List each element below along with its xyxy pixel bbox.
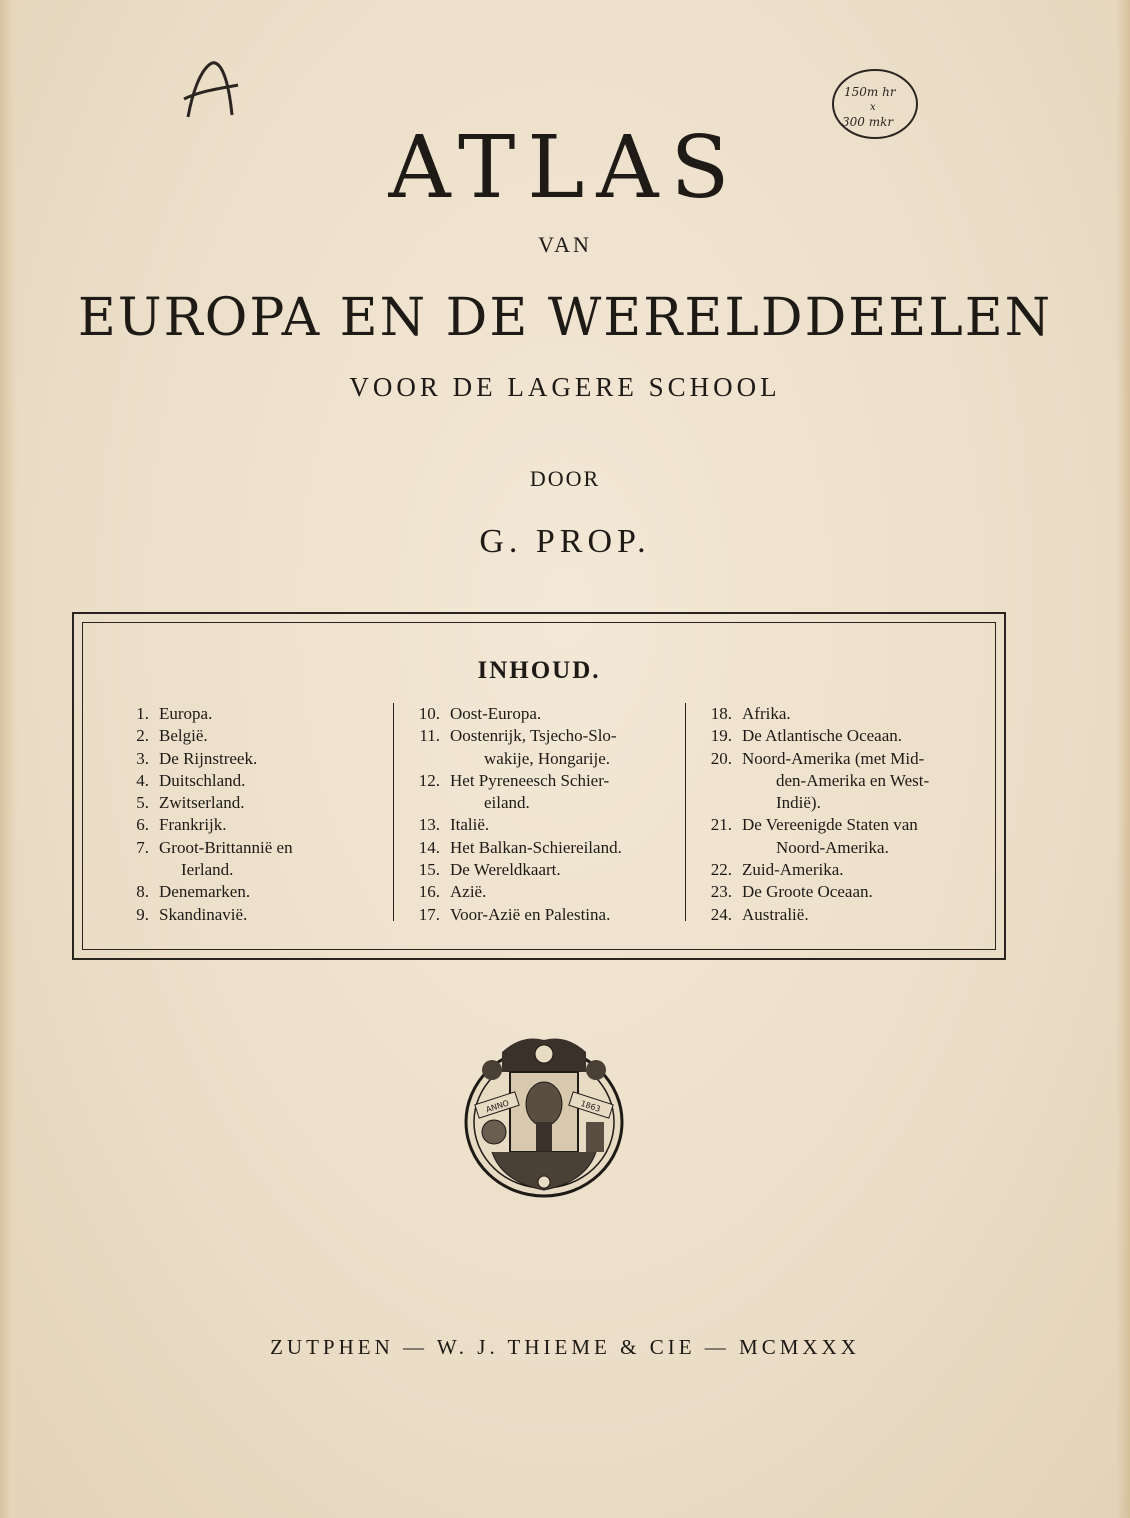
contents-entry <box>404 837 686 859</box>
entry-title: Zwitserland. <box>159 793 245 813</box>
contents-entry <box>696 748 996 770</box>
entry-number: 7. <box>136 837 149 857</box>
entry-title: De Vereenigde Staten van <box>742 815 918 835</box>
contents-inner-frame <box>82 622 996 950</box>
contents-entry <box>113 725 383 747</box>
contents-entry <box>696 904 996 926</box>
entry-title: Groot-Brittannië en <box>159 837 293 857</box>
entry-number: 11. <box>419 726 440 746</box>
entry-title: België. <box>159 726 208 746</box>
contents-column-3 <box>685 703 996 924</box>
entry-number: 4. <box>136 770 149 790</box>
contents-entry <box>404 881 686 903</box>
entry-title: De Atlantische Oceaan. <box>742 726 903 746</box>
entry-title: Voor-Azië en Palestina. <box>450 904 611 924</box>
entry-title: De Wereldkaart. <box>450 860 561 880</box>
contents-entry <box>404 859 686 881</box>
entry-number: 5. <box>136 793 149 813</box>
entry-number <box>696 770 742 792</box>
entry-title: Noord-Amerika (met Mid- <box>742 748 925 768</box>
contents-entry-continuation <box>404 792 686 814</box>
entry-title: Oost-Europa. <box>450 704 542 723</box>
entry-number: 19. <box>710 726 732 746</box>
handwritten-mark <box>180 55 240 125</box>
entry-number <box>404 792 450 814</box>
entry-title: eiland. <box>484 793 530 813</box>
subtitle-main: EUROPA EN DE WERELDDEELEN <box>77 288 1053 348</box>
subtitle-van: VAN <box>538 232 592 257</box>
page-edge-left <box>0 0 18 1518</box>
entry-title: Noord-Amerika. <box>776 837 889 857</box>
entry-title: Zuid-Amerika. <box>742 860 844 880</box>
entry-title: Duitschland. <box>159 770 246 790</box>
entry-title: De Groote Oceaan. <box>742 882 873 902</box>
book-title: ATLAS <box>388 118 742 218</box>
contents-entry <box>113 904 383 926</box>
contents-heading: INHOUD. <box>477 657 601 684</box>
subtitle-audience: VOOR DE LAGERE SCHOOL <box>349 372 781 402</box>
by-label: DOOR <box>529 466 601 491</box>
entry-title: De Rijnstreek. <box>159 748 258 768</box>
contents-column-1 <box>113 703 383 926</box>
contents-entry <box>113 792 383 814</box>
handwritten-note-line-3: 300 mkr <box>842 115 894 129</box>
contents-entry <box>404 904 686 926</box>
contents-entry <box>113 703 383 725</box>
contents-entry <box>696 859 996 881</box>
entry-number: 18. <box>710 704 732 723</box>
author-name: G. PROP. <box>479 523 651 560</box>
contents-box <box>72 612 1006 960</box>
entry-number: 9. <box>136 904 149 924</box>
entry-title: Europa. <box>159 704 213 723</box>
entry-title: Denemarken. <box>159 882 251 902</box>
entry-title: Australië. <box>742 904 809 924</box>
entry-title: wakije, Hongarije. <box>484 748 611 768</box>
entry-number: 23. <box>710 882 732 902</box>
contents-entry <box>696 725 996 747</box>
entry-number <box>696 792 742 814</box>
contents-entry <box>404 725 686 747</box>
publisher-seal-emblem <box>462 1032 626 1200</box>
entry-title: Afrika. <box>742 704 791 723</box>
contents-entry-continuation <box>696 837 996 859</box>
contents-entry <box>404 703 686 725</box>
seal-anno-text: ANNO <box>484 1098 511 1115</box>
handwritten-note-line-2: x <box>870 102 876 113</box>
entry-number: 12. <box>418 770 440 790</box>
page-edge-right <box>1116 0 1130 1518</box>
contents-entry <box>404 770 686 792</box>
imprint: ZUTPHEN — W. J. THIEME & CIE — MCMXXX <box>270 1335 860 1359</box>
contents-entry-continuation <box>404 748 686 770</box>
entry-number: 15. <box>418 860 440 880</box>
contents-entry-continuation <box>113 859 383 881</box>
entry-number: 8. <box>136 882 149 902</box>
contents-entry <box>113 881 383 903</box>
entry-number: 3. <box>136 748 149 768</box>
entry-number: 13. <box>418 815 440 835</box>
entry-title: Indië). <box>776 793 821 813</box>
contents-column-2 <box>393 703 686 924</box>
entry-number: 17. <box>418 904 440 924</box>
entry-number: 16. <box>418 882 440 902</box>
contents-entry <box>113 748 383 770</box>
entry-title: den-Amerika en West- <box>776 770 930 790</box>
entry-number: 14. <box>418 837 440 857</box>
contents-entry <box>696 881 996 903</box>
entry-number: 6. <box>136 815 149 835</box>
entry-number <box>404 748 450 770</box>
entry-number: 20. <box>710 748 732 768</box>
entry-title: Ierland. <box>181 860 234 880</box>
contents-entry <box>696 814 996 836</box>
contents-entry-continuation <box>696 770 996 792</box>
entry-title: Skandinavië. <box>159 904 248 924</box>
entry-title: Het Pyreneesch Schier- <box>450 770 610 790</box>
seal-year-text: 1863 <box>579 1099 602 1114</box>
entry-title: Frankrijk. <box>159 815 227 835</box>
contents-entry <box>696 703 996 725</box>
contents-entry <box>113 837 383 859</box>
entry-number <box>696 837 742 859</box>
contents-entry <box>404 814 686 836</box>
entry-number <box>113 859 159 881</box>
contents-entry <box>113 814 383 836</box>
contents-entry-continuation <box>696 792 996 814</box>
entry-number: 21. <box>710 815 732 835</box>
entry-number: 1. <box>136 704 149 723</box>
entry-number: 10. <box>418 704 440 723</box>
entry-number: 22. <box>710 860 732 880</box>
entry-title: Azië. <box>450 882 487 902</box>
entry-title: Italië. <box>450 815 490 835</box>
handwritten-note-line-1: 150m hr <box>844 85 896 99</box>
contents-entry <box>113 770 383 792</box>
entry-title: Het Balkan-Schiereiland. <box>450 837 622 857</box>
entry-title: Oostenrijk, Tsjecho-Slo- <box>450 726 617 746</box>
entry-number: 2. <box>136 726 149 746</box>
entry-number: 24. <box>710 904 732 924</box>
